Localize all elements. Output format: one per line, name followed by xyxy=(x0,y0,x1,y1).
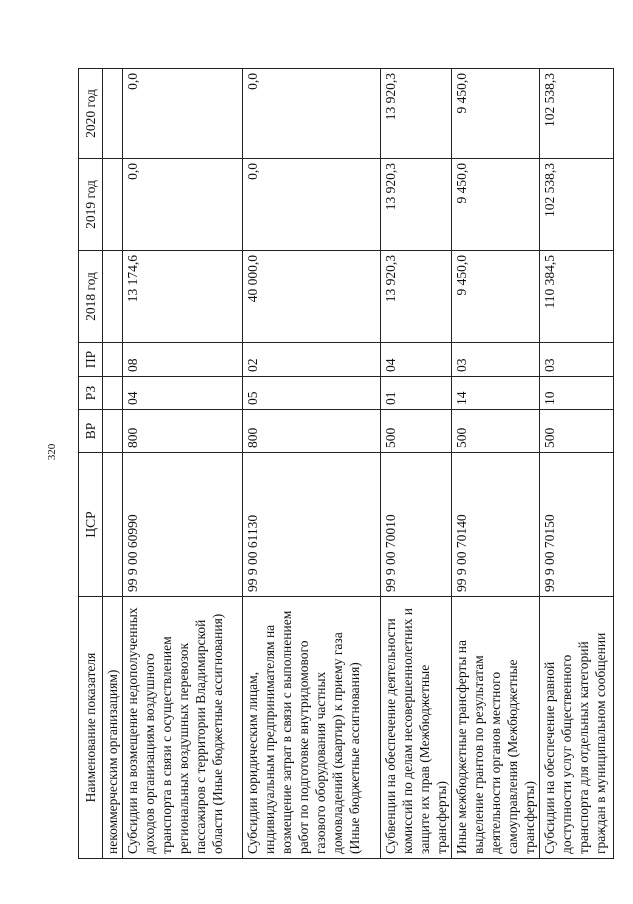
budget-table xyxy=(78,68,614,859)
rotated-page-content xyxy=(78,69,614,859)
row-2018: 40 000,0 xyxy=(243,251,381,343)
row-csr: 99 9 00 61130 xyxy=(243,453,381,597)
row-pr: 03 xyxy=(452,343,540,377)
row-name: Субсидии на возмещение недополученных доходов организациям воздушного транспорта в связи с осуществлением региональных воздушных перевозок пассажиров с территории Владимирской области (Иные бюджетные ассигнования) xyxy=(123,597,243,859)
row-name: Субвенции на обеспечение деятельности комиссий по делам несовершеннолетних и защите их прав (Межбюджетные трансферты) xyxy=(381,597,452,859)
table-header-row xyxy=(79,69,103,859)
table-row xyxy=(243,69,381,859)
header-csr: ЦСР xyxy=(79,453,103,597)
row-2018: 13 920,3 xyxy=(381,251,452,343)
row-vr: 800 xyxy=(243,410,381,453)
row-2020: 9 450,0 xyxy=(452,69,540,159)
row-csr: 99 9 00 60990 xyxy=(123,453,243,597)
header-2018: 2018 год xyxy=(79,251,103,343)
header-pr: ПР xyxy=(79,343,103,377)
table-row xyxy=(381,69,452,859)
page-number: 320 xyxy=(46,443,58,461)
table-row xyxy=(540,69,614,859)
row-pr: 04 xyxy=(381,343,452,377)
row-vr: 500 xyxy=(381,410,452,453)
row-csr: 99 9 00 70140 xyxy=(452,453,540,597)
row-rz: 14 xyxy=(452,377,540,410)
row-csr: 99 9 00 70010 xyxy=(381,453,452,597)
row-2020: 102 538,3 xyxy=(540,69,614,159)
header-rz: РЗ xyxy=(79,377,103,410)
row-name: Субсидии на обеспечение равной доступности услуг общественного транспорта для отдельных категорий граждан в муниципальном сообщении xyxy=(540,597,614,859)
row-csr: 99 9 00 70150 xyxy=(540,453,614,597)
row-name: Иные межбюджетные трансферты на выделение грантов по результатам деятельности органов местного самоуправления (Межбюджетные трансферты) xyxy=(452,597,540,859)
header-name: Наименование показателя xyxy=(79,597,103,859)
row-2020: 13 920,3 xyxy=(381,69,452,159)
row-2018: 9 450,0 xyxy=(452,251,540,343)
row-pr: 03 xyxy=(540,343,614,377)
row-pr: 08 xyxy=(123,343,243,377)
row-vr: 500 xyxy=(452,410,540,453)
header-vr: ВР xyxy=(79,410,103,453)
table-row xyxy=(452,69,540,859)
row-2018: 110 384,5 xyxy=(540,251,614,343)
table-row-continuation xyxy=(103,69,123,859)
row-rz: 01 xyxy=(381,377,452,410)
row-2019: 0,0 xyxy=(123,159,243,251)
header-2020: 2020 год xyxy=(79,69,103,159)
row-name: Субсидии юридическим лицам, индивидуальным предпринимателям на возмещение затрат в связи с выполнением работ по подготовке внутридомового газового оборудования частных домовладений (квартир) к приему газа (Иные бюджетные ассигнования) xyxy=(243,597,381,859)
row-vr: 800 xyxy=(123,410,243,453)
row-rz: 10 xyxy=(540,377,614,410)
row-2019: 9 450,0 xyxy=(452,159,540,251)
row-2019: 102 538,3 xyxy=(540,159,614,251)
row-rz: 05 xyxy=(243,377,381,410)
row-pr: 02 xyxy=(243,343,381,377)
row-rz: 04 xyxy=(123,377,243,410)
row-2019: 13 920,3 xyxy=(381,159,452,251)
row-2019: 0,0 xyxy=(243,159,381,251)
row-vr: 500 xyxy=(540,410,614,453)
row-2018: 13 174,6 xyxy=(123,251,243,343)
continuation-cell: некоммерческим организациям) xyxy=(103,597,123,859)
row-2020: 0,0 xyxy=(123,69,243,159)
row-2020: 0,0 xyxy=(243,69,381,159)
header-2019: 2019 год xyxy=(79,159,103,251)
table-row xyxy=(123,69,243,859)
